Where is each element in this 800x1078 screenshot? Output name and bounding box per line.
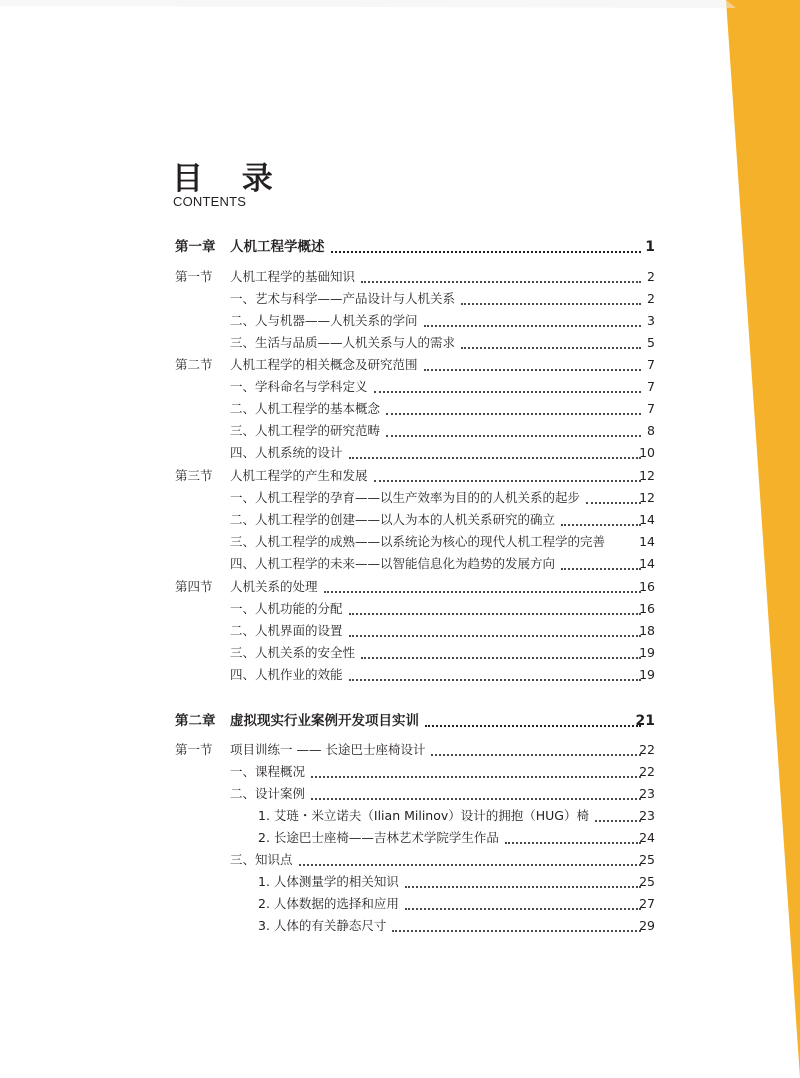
dot-leader bbox=[461, 289, 641, 305]
page-number: 8 bbox=[647, 423, 655, 438]
dot-leader bbox=[425, 711, 641, 727]
toc-item-entry[interactable] bbox=[0, 805, 800, 827]
toc-subsection-entry[interactable] bbox=[0, 598, 800, 620]
page-number: 2 bbox=[647, 291, 655, 306]
page-number: 14 bbox=[639, 534, 655, 549]
dot-leader bbox=[349, 665, 641, 681]
toc-chapter-entry[interactable] bbox=[0, 709, 800, 733]
toc-subsection-entry[interactable] bbox=[0, 310, 800, 332]
page-number: 5 bbox=[647, 335, 655, 350]
toc-subsection-entry[interactable] bbox=[0, 642, 800, 664]
dot-leader bbox=[361, 267, 641, 283]
entry-title: 2. 人体数据的选择和应用 bbox=[258, 896, 399, 911]
dot-leader bbox=[311, 784, 641, 800]
dot-leader bbox=[349, 599, 641, 615]
toc-item-entry[interactable] bbox=[0, 915, 800, 937]
toc-item-entry[interactable] bbox=[0, 827, 800, 849]
toc-subsection-entry[interactable] bbox=[0, 531, 800, 553]
dot-leader bbox=[561, 510, 641, 526]
page-number: 12 bbox=[639, 468, 655, 483]
entry-title: 1. 人体测量学的相关知识 bbox=[258, 874, 399, 889]
page-number: 25 bbox=[639, 874, 655, 889]
dot-leader bbox=[386, 399, 641, 415]
toc-subsection-entry[interactable] bbox=[0, 398, 800, 420]
entry-title: 1. 艾琏・米立诺夫（Ilian Milinov）设计的拥抱（HUG）椅 bbox=[258, 808, 589, 823]
page-number: 14 bbox=[639, 556, 655, 571]
chapter-number: 第一章 bbox=[175, 239, 216, 255]
page-number: 22 bbox=[639, 764, 655, 779]
entry-title: 一、学科命名与学科定义 bbox=[230, 379, 368, 394]
page-number: 18 bbox=[639, 623, 655, 638]
dot-leader bbox=[424, 311, 641, 327]
entry-title: 三、人机工程学的成熟——以系统论为核心的现代人机工程学的完善 bbox=[230, 534, 606, 549]
dot-leader bbox=[405, 894, 641, 910]
page-number: 7 bbox=[647, 401, 655, 416]
page-number: 29 bbox=[639, 918, 655, 933]
entry-title: 一、人机工程学的孕育——以生产效率为目的的人机关系的起步 bbox=[230, 490, 581, 505]
toc-subsection-entry[interactable] bbox=[0, 442, 800, 464]
dot-leader bbox=[392, 916, 641, 932]
entry-title: 二、人与机器——人机关系的学问 bbox=[230, 313, 418, 328]
entry-title: 人机工程学的产生和发展 bbox=[230, 468, 368, 483]
toc-section-entry[interactable] bbox=[0, 576, 800, 598]
toc-subsection-entry[interactable] bbox=[0, 761, 800, 783]
toc-subsection-entry[interactable] bbox=[0, 849, 800, 871]
page-number: 19 bbox=[639, 645, 655, 660]
toc-subsection-entry[interactable] bbox=[0, 620, 800, 642]
dot-leader bbox=[349, 443, 641, 459]
page-number: 7 bbox=[647, 357, 655, 372]
toc-subsection-entry[interactable] bbox=[0, 553, 800, 575]
entry-title: 三、人机工程学的研究范畴 bbox=[230, 423, 381, 438]
toc-subsection-entry[interactable] bbox=[0, 420, 800, 442]
dot-leader bbox=[299, 850, 641, 866]
section-number: 第四节 bbox=[175, 579, 213, 594]
entry-title: 一、艺术与科学——产品设计与人机关系 bbox=[230, 291, 456, 306]
section-number: 第三节 bbox=[175, 468, 213, 483]
chapter-number: 第二章 bbox=[175, 713, 216, 729]
page-number: 23 bbox=[639, 786, 655, 801]
page-number: 2 bbox=[647, 269, 655, 284]
entry-title: 项目训练一 —— 长途巴士座椅设计 bbox=[230, 742, 426, 757]
dot-leader bbox=[461, 333, 641, 349]
page-number: 23 bbox=[639, 808, 655, 823]
entry-title: 三、知识点 bbox=[230, 852, 293, 867]
toc-subsection-entry[interactable] bbox=[0, 783, 800, 805]
entry-title: 一、课程概况 bbox=[230, 764, 306, 779]
entry-title: 2. 长途巴士座椅——吉林艺术学院学生作品 bbox=[258, 830, 499, 845]
toc-chapter-entry[interactable] bbox=[0, 235, 800, 259]
dot-leader bbox=[561, 554, 641, 570]
page-number: 7 bbox=[647, 379, 655, 394]
entry-title: 3. 人体的有关静态尺寸 bbox=[258, 918, 387, 933]
section-number: 第二节 bbox=[175, 357, 213, 372]
toc-section-entry[interactable] bbox=[0, 266, 800, 288]
page-number: 1 bbox=[645, 239, 655, 255]
page-number: 3 bbox=[647, 313, 655, 328]
page-number: 16 bbox=[639, 601, 655, 616]
entry-title: 二、人机界面的设置 bbox=[230, 623, 343, 638]
toc-item-entry[interactable] bbox=[0, 871, 800, 893]
entry-title: 四、人机工程学的未来——以智能信息化为趋势的发展方向 bbox=[230, 556, 556, 571]
dot-leader bbox=[331, 237, 642, 253]
page-number: 25 bbox=[639, 852, 655, 867]
entry-title: 虚拟现实行业案例开发项目实训 bbox=[230, 713, 419, 729]
toc-section-entry[interactable] bbox=[0, 354, 800, 376]
dot-leader bbox=[586, 488, 641, 504]
section-number: 第一节 bbox=[175, 269, 213, 284]
toc-subsection-entry[interactable] bbox=[0, 509, 800, 531]
entry-title: 二、设计案例 bbox=[230, 786, 306, 801]
dot-leader bbox=[349, 621, 641, 637]
toc-subsection-entry[interactable] bbox=[0, 664, 800, 686]
dot-leader bbox=[374, 377, 641, 393]
dot-leader bbox=[361, 643, 641, 659]
page-number: 12 bbox=[639, 490, 655, 505]
entry-title: 三、生活与品质——人机关系与人的需求 bbox=[230, 335, 456, 350]
page-number: 14 bbox=[639, 512, 655, 527]
dot-leader bbox=[505, 828, 641, 844]
section-number: 第一节 bbox=[175, 742, 213, 757]
entry-title: 人机工程学的基础知识 bbox=[230, 269, 356, 284]
page-number: 24 bbox=[639, 830, 655, 845]
entry-title: 人机关系的处理 bbox=[230, 579, 318, 594]
entry-title: 四、人机作业的效能 bbox=[230, 667, 343, 682]
page-number: 21 bbox=[635, 713, 655, 729]
dot-leader bbox=[374, 466, 641, 482]
entry-title: 人机工程学的相关概念及研究范围 bbox=[230, 357, 418, 372]
page-number: 27 bbox=[639, 896, 655, 911]
dot-leader bbox=[311, 762, 641, 778]
toc-subsection-entry[interactable] bbox=[0, 487, 800, 509]
page-number: 19 bbox=[639, 667, 655, 682]
toc-subsection-entry[interactable] bbox=[0, 332, 800, 354]
page-subtitle: CONTENTS bbox=[173, 194, 247, 209]
dot-leader bbox=[431, 740, 641, 756]
dot-leader bbox=[424, 355, 641, 371]
entry-title: 人机工程学概述 bbox=[230, 239, 325, 255]
page-number: 16 bbox=[639, 579, 655, 594]
page-number: 10 bbox=[639, 445, 655, 460]
toc-section-entry[interactable] bbox=[0, 739, 800, 761]
entry-title: 二、人机工程学的基本概念 bbox=[230, 401, 381, 416]
page-number: 22 bbox=[639, 742, 655, 757]
entry-title: 四、人机系统的设计 bbox=[230, 445, 343, 460]
toc-section-entry[interactable] bbox=[0, 465, 800, 487]
entry-title: 二、人机工程学的创建——以人为本的人机关系研究的确立 bbox=[230, 512, 556, 527]
entry-title: 三、人机关系的安全性 bbox=[230, 645, 356, 660]
dot-leader bbox=[386, 421, 641, 437]
dot-leader bbox=[405, 872, 641, 888]
toc-item-entry[interactable] bbox=[0, 893, 800, 915]
page-title: 目 录 bbox=[172, 161, 287, 197]
entry-title: 一、人机功能的分配 bbox=[230, 601, 343, 616]
dot-leader bbox=[324, 577, 641, 593]
toc-subsection-entry[interactable] bbox=[0, 288, 800, 310]
toc-subsection-entry[interactable] bbox=[0, 376, 800, 398]
